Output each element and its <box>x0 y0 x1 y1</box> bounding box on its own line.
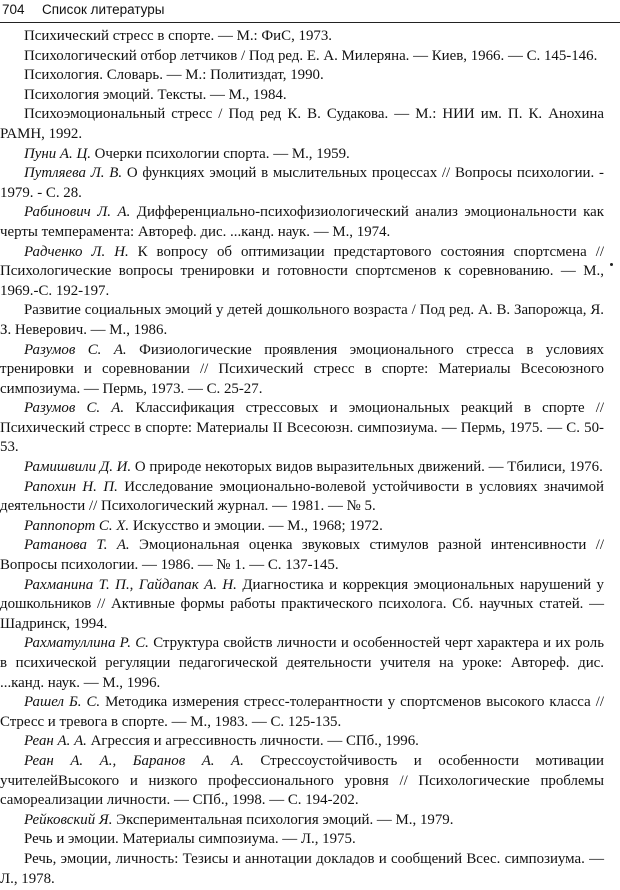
reference-text: Дифференциально-психофизиологический анализ эмоциональности как черты темперамента: Автореф. дис. ...канд. наук. — М., 1974. <box>0 204 604 240</box>
reference-entry <box>0 732 604 752</box>
reference-entry <box>0 47 604 67</box>
reference-entry <box>0 458 604 478</box>
reference-author: Рашел Б. С. <box>24 694 101 711</box>
reference-entry <box>0 66 604 86</box>
reference-entry <box>0 341 604 400</box>
reference-entry <box>0 811 604 831</box>
reference-text: Физиологические проявления эмоционального стресса в условиях тренировки и соревновании // Психический стресс в спорте: Материалы Всесоюзного симпозиума. — Пермь, 1973. — С. 25-27. <box>0 341 605 397</box>
reference-entry <box>0 27 604 47</box>
stray-dot-mark <box>610 263 613 266</box>
reference-entry <box>0 164 604 203</box>
reference-text: Исследование эмоционально-волевой устойчивости в условиях значимой деятельности // Психологический журнал. — 1981. — № 5. <box>0 478 604 515</box>
reference-author: Рапохин Н. П. <box>24 478 118 495</box>
reference-author: Рамишвили Д. И. <box>24 459 132 476</box>
reference-text: Структура свойств личности и особенностей черт характера и их роль в психической регуляции педагогической деятельности учителя на уроке: Автореф. дис. ...канд. наук. — М., 1996. <box>0 635 604 691</box>
reference-author: Ратанова Т. А. <box>24 537 130 554</box>
reference-entry <box>0 478 604 517</box>
reference-list <box>0 27 604 889</box>
reference-entry <box>0 634 604 693</box>
reference-author: Рахматуллина Р. С. <box>24 635 149 652</box>
page-number: 704 <box>2 2 25 17</box>
reference-entry <box>0 752 604 811</box>
reference-entry <box>0 693 604 732</box>
reference-entry <box>0 399 604 458</box>
reference-text: Психический стресс в спорте. — М.: ФиС, 1973. <box>24 28 333 44</box>
reference-text: Психологический отбор летчиков / Под ред. Е. А. Милеряна. — Киев, 1966. — С. 145-146. <box>24 47 598 64</box>
reference-text: Психология эмоций. Тексты. — М., 1984. <box>24 86 287 103</box>
reference-author: Разумов С. А. <box>24 400 125 417</box>
reference-author: Рабинович Л. А. <box>24 204 131 221</box>
reference-author: Радченко Л. Н. <box>24 243 129 260</box>
reference-text: Речь и эмоции. Материалы симпозиума. — Л., 1975. <box>24 831 356 848</box>
reference-entry <box>0 203 604 242</box>
reference-author: Раппопорт С. Х. <box>24 517 130 534</box>
reference-text: Экспериментальная психология эмоций. — М., 1979. <box>116 811 454 828</box>
reference-text: Искусство и эмоции. — М., 1968; 1972. <box>132 517 383 534</box>
reference-entry <box>0 850 604 889</box>
reference-text: Очерки психологии спорта. — М., 1959. <box>94 145 350 162</box>
reference-author: Рахманина Т. П., Гайдапак А. Н. <box>24 576 237 593</box>
reference-text: Диагностика и коррекция эмоциональных нарушений у дошкольников // Активные формы работы практического психолога. Сб. научных статей. — Шадринск, 1994. <box>0 576 604 632</box>
reference-text: Агрессия и агрессивность личности. — СПб., 1996. <box>90 733 419 750</box>
reference-entry <box>0 830 604 850</box>
reference-text: Классификация стрессовых и эмоциональных реакций в спорте // Психический стресс в спорте: Материалы II Всесоюзн. симпозиума. — Пермь, 1975. — С. 50- 53. <box>0 400 605 456</box>
reference-text: О природе некоторых видов выразительных движений. — Тбилиси, 1976. <box>134 459 603 476</box>
reference-entry <box>0 517 604 537</box>
reference-text: Психология. Словарь. — М.: Политиздат, 1990. <box>24 67 324 84</box>
running-title: Список литературы <box>42 2 165 17</box>
reference-text: Эмоциональная оценка звуковых стимулов разной интенсивности // Вопросы психологии. — 1986. — № 1. — С. 137-145. <box>0 537 604 574</box>
reference-author: Разумов С. А. <box>24 341 127 358</box>
reference-author: Путляева Л. В. <box>24 165 123 182</box>
reference-text: Развитие социальных эмоций у детей дошкольного возраста / Под ред. А. В. Запорожца, Я. З. Неверович. — М., 1986. <box>0 302 604 338</box>
reference-text: Психоэмоциональный стресс / Под ред К. В. Судакова. — М.: НИИ им. П. К. Анохина РАМН, 1992. <box>0 106 604 142</box>
reference-text: Речь, эмоции, личность: Тезисы и аннотации докладов и сообщений Всес. симпозиума. — Л., 1978. <box>0 850 604 887</box>
reference-entry <box>0 243 604 302</box>
reference-text: Методика измерения стресс-толерантности у спортсменов высокого класса // Стресс и тревога в спорте. — М., 1983. — С. 125-135. <box>0 694 604 730</box>
reference-text: К вопросу об оптимизации предстартового состояния спортсмена // Психологические вопросы тренировки и готовности спортсменов к соревнованию. — М., 1969.-С. 192-197. <box>0 243 604 299</box>
reference-entry <box>0 86 604 106</box>
reference-entry <box>0 576 604 635</box>
reference-entry <box>0 301 604 340</box>
page-header <box>0 0 620 23</box>
reference-author: Реан А. А. <box>24 733 87 750</box>
reference-text: Стрессоустойчивость и особенности мотивации учителейВысокого и низкого профессионального уровня // Психологические проблемы самореализации личности. — СПб., 1998. — С. 194-202. <box>0 752 604 809</box>
reference-entry <box>0 105 604 144</box>
reference-text: О функциях эмоций в мыслительных процессах // Вопросы психологии. - 1979. - С. 28. <box>0 165 604 201</box>
reference-author: Пуни А. Ц. <box>24 145 91 162</box>
reference-author: Рейковский Я. <box>24 811 113 828</box>
reference-author: Реан А. А., Баранов А. А. <box>24 752 244 769</box>
reference-entry <box>0 536 604 575</box>
reference-entry <box>0 145 604 165</box>
